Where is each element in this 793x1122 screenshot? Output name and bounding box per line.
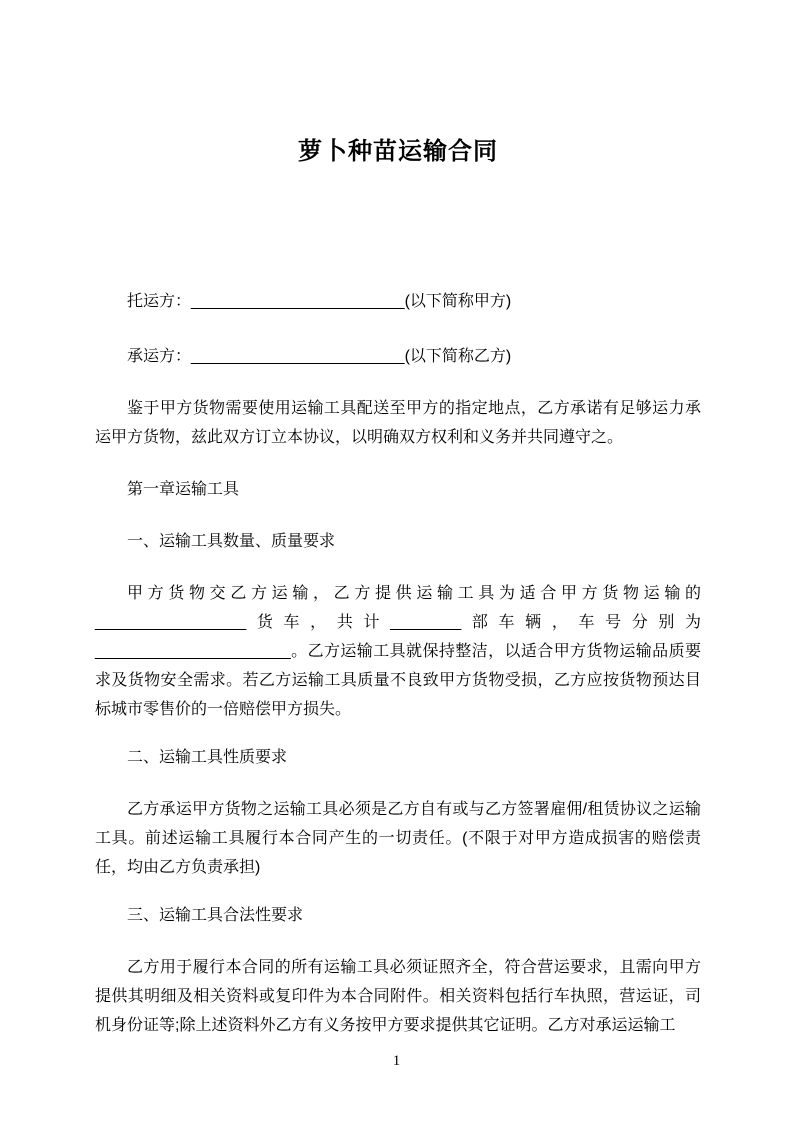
- page-content: [95, 0, 701, 1040]
- page-number: 1: [392, 1053, 401, 1069]
- chapter-1-heading: 第一章运输工具: [127, 481, 240, 498]
- section-1-body: 甲方货物交乙方运输，乙方提供运输工具为适合甲方货物运输的_________________货车，共计________部车辆，车号分别为______________________。乙方运输工具就保持整洁，以适合甲方货物运输品质要求及货物安全需求。若乙方运输工具质量不良致甲方货物受损，乙方应按货物预达目标城市零售价的一倍赔偿甲方损失。: [95, 585, 701, 718]
- preamble-paragraph: 鉴于甲方货物需要使用运输工具配送至甲方的指定地点，乙方承诺有足够运力承运甲方货物，兹此双方订立本协议，以明确双方权利和义务并共同遵守之。: [95, 400, 701, 446]
- section-2-heading: 二、运输工具性质要求: [127, 749, 288, 766]
- section-1-heading: 一、运输工具数量、质量要求: [127, 533, 336, 550]
- section-3-heading: 三、运输工具合法性要求: [127, 907, 304, 924]
- section-2-body: 乙方承运甲方货物之运输工具必须是乙方自有或与乙方签署雇佣/租赁协议之运输工具。前述运输工具履行本合同产生的一切责任。(不限于对甲方造成损害的赔偿责任，均由乙方负责承担): [95, 801, 701, 876]
- section-3-body: 乙方用于履行本合同的所有运输工具必须证照齐全，符合营运要求，且需向甲方提供其明细及相关资料或复印件为本合同附件。相关资料包括行车执照，营运证，司机身份证等;除上述资料外乙方有义务按甲方要求提供其它证明。乙方对承运运输工: [95, 959, 701, 1034]
- carrier-line: 承运方：________________________(以下简称乙方): [127, 348, 512, 365]
- document-title: 萝卜种苗运输合同: [298, 138, 498, 165]
- shipper-line: 托运方：________________________(以下简称甲方): [127, 293, 512, 310]
